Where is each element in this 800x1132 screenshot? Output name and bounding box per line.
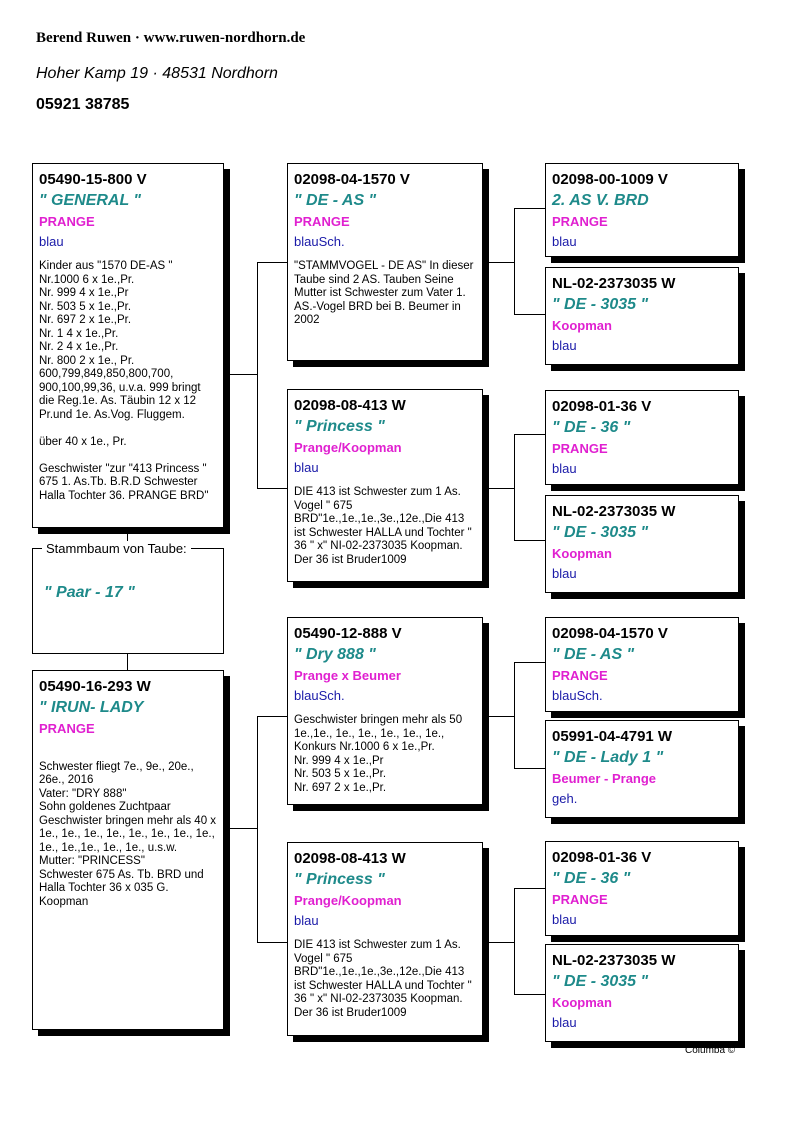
sire-sire-dam-card	[545, 267, 739, 365]
connector-line	[514, 540, 545, 541]
connector-line	[514, 662, 515, 768]
pigeon-notes: Schwester fliegt 7e., 9e., 20e., 26e., 2016 Vater: "DRY 888" Sohn goldenes Zuchtpaar Geschwister bringen mehr als 40 x 1e., 1e., 1e., 1e., 1e., 1e., 1e., 1e., 1e., 1e.,1e., 1e., 1e., u.s.w. Mutter: "PRINCESS" Schwester 675 As. Tb. BRD und Halla Tochter 36 x 035 G. Koopman	[39, 760, 217, 908]
breeder-owner: PRANGE	[552, 441, 608, 456]
pigeon-name: " Princess "	[294, 871, 385, 888]
pigeon-name: " DE - AS "	[552, 646, 635, 663]
breeder-owner: Beumer - Prange	[552, 771, 657, 786]
dam-dam-dam-card	[545, 944, 739, 1042]
pigeon-notes: DIE 413 ist Schwester zum 1 As. Vogel " 675 BRD"1e.,1e.,1e.,3e.,12e.,Die 413 ist Schwester HALLA und Tochter " 36 " x" NI-02-2373035 Koopman. Der 36 ist Bruder1009	[294, 939, 472, 1019]
pigeon-notes: Kinder aus "1570 DE-AS " Nr.1000 6 x 1e.,Pr. Nr. 999 4 x 1e.,Pr Nr. 503 5 x 1e.,Pr. Nr. 697 2 x 1e.,Pr. Nr. 1 4 x 1e.,Pr. Nr. 2 4 x 1e.,Pr. Nr. 800 2 x 1e., Pr. 600,799,849,850,800,700, 900,100,99,36, u.v.a. 999 bringt die Reg.1e. As. Täubin 12 x 12 Pr.und 1e. As.Vog. Fluggem. über 40 x 1e., Pr. Geschwister "zur "413 Princess " 675 1. As.Tb. B.R.D Schwester Halla Tochter 36. PRANGE BRD"	[39, 260, 209, 502]
connector-line	[514, 888, 515, 994]
dam-dam-sire-card	[545, 841, 739, 936]
sire-dam-sire-card	[545, 390, 739, 485]
pigeon-name: " DE - Lady 1 "	[552, 749, 664, 766]
connector-line	[514, 434, 515, 540]
pigeon-color: blauSch.	[294, 234, 345, 249]
ring-number: 02098-08-413 W	[294, 397, 406, 414]
pigeon-color: blau	[552, 338, 577, 353]
connector-line	[514, 888, 545, 889]
connector-line	[514, 208, 545, 209]
ring-number: NL-02-2373035 W	[552, 275, 676, 292]
breeder-owner: PRANGE	[552, 214, 608, 229]
connector-line	[224, 374, 258, 375]
pigeon-name: " DE - 36 "	[552, 419, 631, 436]
pigeon-name: " GENERAL "	[39, 192, 141, 209]
pigeon-color: blau	[552, 234, 577, 249]
connector-line	[514, 208, 515, 314]
sire-sire-sire-card	[545, 163, 739, 257]
pigeon-notes: Geschwister bringen mehr als 50 1e.,1e., 1e., 1e., 1e., 1e., 1e., Konkurs Nr.1000 6 x 1e.,Pr. Nr. 999 4 x 1e.,Pr Nr. 503 5 x 1e.,Pr. Nr. 697 2 x 1e.,Pr.	[294, 714, 463, 794]
connector-line	[483, 262, 515, 263]
pigeon-name: " DE - 3035 "	[552, 524, 649, 541]
connector-line	[483, 488, 515, 489]
dam-sire-card	[287, 617, 483, 805]
dam-card	[32, 670, 224, 1030]
software-credit: Columba ©	[685, 1045, 736, 1056]
ring-number: 02098-00-1009 V	[552, 171, 668, 188]
pigeon-color: blau	[552, 461, 577, 476]
connector-line	[257, 262, 287, 263]
breeder-owner: PRANGE	[39, 214, 95, 229]
dam-sire-dam-card	[545, 720, 739, 818]
connector-line	[514, 314, 545, 315]
pigeon-color: blau	[39, 234, 64, 249]
ring-number: 02098-04-1570 V	[294, 171, 410, 188]
connector-line	[483, 716, 515, 717]
sire-sire-card	[287, 163, 483, 361]
ring-number: 02098-01-36 V	[552, 398, 652, 415]
pigeon-name: " DE - 3035 "	[552, 296, 649, 313]
ring-number: 02098-08-413 W	[294, 850, 406, 867]
connector-line	[514, 662, 545, 663]
breeder-owner: PRANGE	[39, 721, 95, 736]
dam-sire-sire-card	[545, 617, 739, 712]
connector-line	[514, 434, 545, 435]
ring-number: 05490-12-888 V	[294, 625, 402, 642]
pigeon-color: blau	[294, 460, 319, 475]
pigeon-name: " Princess "	[294, 418, 385, 435]
breeder-name-website: Berend Ruwen · www.ruwen-nordhorn.de	[36, 30, 306, 46]
connector-line	[224, 828, 258, 829]
pigeon-name: " DE - 36 "	[552, 870, 631, 887]
subject-name: " Paar - 17 "	[44, 584, 135, 601]
ring-number: 05490-15-800 V	[39, 171, 147, 188]
ring-number: 05490-16-293 W	[39, 678, 151, 695]
pigeon-color: geh.	[552, 791, 578, 806]
pigeon-name: " DE - AS "	[294, 192, 377, 209]
sire-dam-card	[287, 389, 483, 582]
breeder-owner: Prange x Beumer	[294, 668, 401, 683]
breeder-owner: PRANGE	[552, 892, 608, 907]
breeder-owner: Prange/Koopman	[294, 440, 402, 455]
connector-line	[514, 768, 545, 769]
pigeon-name: " Dry 888 "	[294, 646, 376, 663]
connector-line	[514, 994, 545, 995]
pigeon-notes: DIE 413 ist Schwester zum 1 As. Vogel " 675 BRD"1e.,1e.,1e.,3e.,12e.,Die 413 ist Schwester HALLA und Tochter " 36 " x" NI-02-2373035 Koopman. Der 36 ist Bruder1009	[294, 486, 472, 566]
breeder-owner: PRANGE	[294, 214, 350, 229]
pigeon-color: blau	[294, 913, 319, 928]
ring-number: 02098-04-1570 V	[552, 625, 668, 642]
pigeon-color: blauSch.	[294, 688, 345, 703]
pigeon-color: blauSch.	[552, 688, 603, 703]
connector-line	[257, 262, 258, 488]
breeder-owner: Koopman	[552, 995, 612, 1010]
sire-card	[32, 163, 224, 528]
pigeon-color: blau	[552, 1015, 577, 1030]
pigeon-name: " IRUN- LADY	[39, 699, 144, 716]
ring-number: 02098-01-36 V	[552, 849, 652, 866]
ring-number: NL-02-2373035 W	[552, 503, 676, 520]
connector-line	[483, 942, 515, 943]
breeder-phone: 05921 38785	[36, 96, 130, 113]
dam-dam-card	[287, 842, 483, 1036]
breeder-owner: Prange/Koopman	[294, 893, 402, 908]
breeder-address: Hoher Kamp 19 · 48531 Nordhorn	[36, 65, 278, 82]
breeder-owner: PRANGE	[552, 668, 608, 683]
connector-line	[257, 716, 287, 717]
sire-dam-dam-card	[545, 495, 739, 593]
connector-line	[127, 654, 128, 670]
breeder-owner: Koopman	[552, 546, 612, 561]
breeder-owner: Koopman	[552, 318, 612, 333]
pigeon-name: 2. AS V. BRD	[552, 192, 649, 209]
pigeon-color: blau	[552, 566, 577, 581]
subject-label: Stammbaum von Taube:	[42, 541, 191, 556]
connector-line	[257, 716, 258, 942]
pigeon-color: blau	[552, 912, 577, 927]
pigeon-notes: "STAMMVOGEL - DE AS" In dieser Taube sind 2 AS. Tauben Seine Mutter ist Schwester zum Vater 1. AS.-Vogel BRD bei B. Beumer in 2002	[294, 260, 474, 326]
connector-line	[257, 488, 287, 489]
connector-line	[257, 942, 287, 943]
pigeon-name: " DE - 3035 "	[552, 973, 649, 990]
ring-number: 05991-04-4791 W	[552, 728, 673, 745]
ring-number: NL-02-2373035 W	[552, 952, 676, 969]
